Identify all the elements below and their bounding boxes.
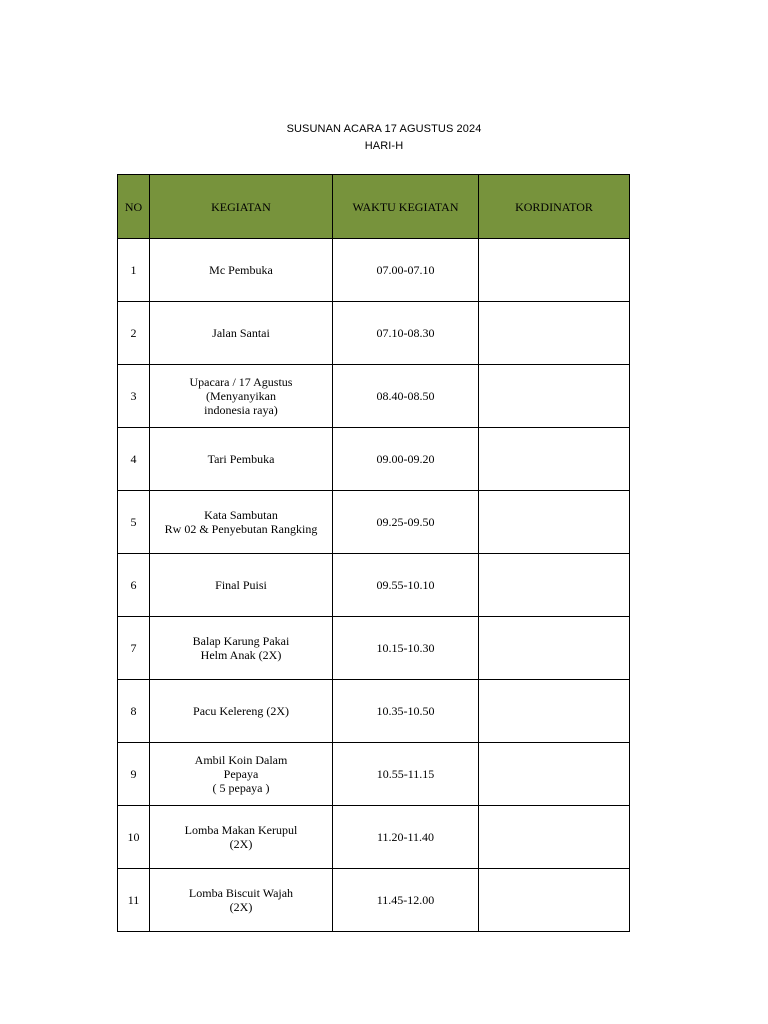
row-kegiatan: Ambil Koin Dalam Pepaya ( 5 pepaya )	[150, 743, 333, 806]
document-subtitle: HARI-H	[364, 140, 404, 152]
header-no: NO	[118, 175, 150, 239]
row-waktu: 10.35-10.50	[333, 680, 479, 743]
row-waktu: 11.20-11.40	[333, 806, 479, 869]
header-kegiatan: KEGIATAN	[150, 175, 333, 239]
row-waktu: 10.15-10.30	[333, 617, 479, 680]
row-kegiatan: Pacu Kelereng (2X)	[150, 680, 333, 743]
row-kordinator	[479, 239, 630, 302]
table-row	[118, 806, 630, 869]
table-row	[118, 302, 630, 365]
row-kordinator	[479, 491, 630, 554]
table-row	[118, 680, 630, 743]
row-kordinator	[479, 743, 630, 806]
row-kordinator	[479, 302, 630, 365]
table-row	[118, 743, 630, 806]
row-number: 7	[118, 617, 150, 680]
row-number: 11	[118, 869, 150, 932]
row-number: 1	[118, 239, 150, 302]
row-waktu: 09.25-09.50	[333, 491, 479, 554]
table-row	[118, 365, 630, 428]
row-kordinator	[479, 869, 630, 932]
header-row	[118, 175, 630, 239]
row-number: 9	[118, 743, 150, 806]
row-kegiatan: Final Puisi	[150, 554, 333, 617]
row-number: 3	[118, 365, 150, 428]
schedule-table-header	[118, 175, 630, 239]
schedule-table	[117, 174, 630, 932]
row-kegiatan: Lomba Biscuit Wajah (2X)	[150, 869, 333, 932]
row-kegiatan: Kata Sambutan Rw 02 & Penyebutan Rangking	[150, 491, 333, 554]
schedule-table-body	[118, 239, 630, 932]
header-kordinator: KORDINATOR	[479, 175, 630, 239]
row-kordinator	[479, 617, 630, 680]
table-row	[118, 428, 630, 491]
row-waktu: 09.55-10.10	[333, 554, 479, 617]
row-kegiatan: Upacara / 17 Agustus (Menyanyikan indonesia raya)	[150, 365, 333, 428]
header-waktu: WAKTU KEGIATAN	[333, 175, 479, 239]
row-number: 2	[118, 302, 150, 365]
row-kegiatan: Lomba Makan Kerupul (2X)	[150, 806, 333, 869]
table-row	[118, 617, 630, 680]
row-kordinator	[479, 428, 630, 491]
row-kegiatan: Mc Pembuka	[150, 239, 333, 302]
row-kegiatan: Tari Pembuka	[150, 428, 333, 491]
row-kegiatan: Balap Karung Pakai Helm Anak (2X)	[150, 617, 333, 680]
row-waktu: 08.40-08.50	[333, 365, 479, 428]
row-kegiatan: Jalan Santai	[150, 302, 333, 365]
row-waktu: 07.00-07.10	[333, 239, 479, 302]
table-row	[118, 554, 630, 617]
row-waktu: 07.10-08.30	[333, 302, 479, 365]
row-waktu: 10.55-11.15	[333, 743, 479, 806]
row-number: 4	[118, 428, 150, 491]
row-number: 10	[118, 806, 150, 869]
row-number: 6	[118, 554, 150, 617]
row-waktu: 09.00-09.20	[333, 428, 479, 491]
table-row	[118, 869, 630, 932]
row-kordinator	[479, 365, 630, 428]
row-kordinator	[479, 554, 630, 617]
row-waktu: 11.45-12.00	[333, 869, 479, 932]
table-row	[118, 491, 630, 554]
row-number: 5	[118, 491, 150, 554]
table-row	[118, 239, 630, 302]
row-number: 8	[118, 680, 150, 743]
row-kordinator	[479, 806, 630, 869]
row-kordinator	[479, 680, 630, 743]
document-title: SUSUNAN ACARA 17 AGUSTUS 2024	[286, 123, 482, 135]
